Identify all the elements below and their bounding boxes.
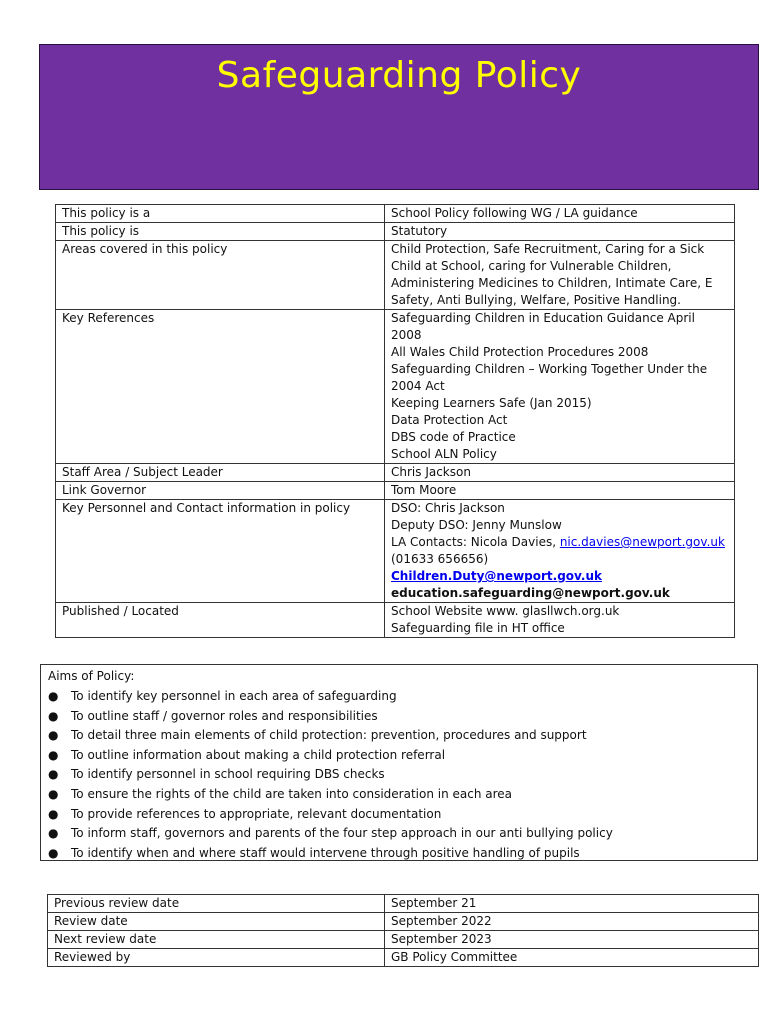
list-item — [41, 707, 613, 727]
row-label: Key References — [56, 310, 385, 464]
row-label: Link Governor — [56, 482, 385, 500]
table-row — [56, 205, 735, 223]
bullet-icon: ● — [48, 728, 59, 743]
row-value — [385, 603, 735, 638]
reference-item: Keeping Learners Safe (Jan 2015) — [391, 396, 592, 410]
la-contact-label: LA Contacts: Nicola Davies, — [391, 535, 560, 549]
row-label: Previous review date — [48, 895, 385, 913]
row-value-line: School Website www. glasllwch.org.uk — [391, 604, 620, 618]
aim-text: To outline staff / governor roles and responsibilities — [71, 708, 378, 723]
aims-list — [41, 687, 613, 863]
row-label: This policy is — [56, 223, 385, 241]
row-value — [385, 241, 735, 310]
list-item — [41, 687, 613, 707]
reference-item: DBS code of Practice — [391, 430, 516, 444]
dso-contact: DSO: Chris Jackson — [391, 501, 505, 515]
bullet-icon: ● — [48, 689, 59, 703]
reference-item: All Wales Child Protection Procedures 2008 — [391, 345, 649, 359]
row-label: This policy is a — [56, 205, 385, 223]
reference-item: Safeguarding Children – Working Together Under the 2004 Act — [391, 362, 708, 393]
table-row — [48, 913, 759, 931]
safeguarding-email: education.safeguarding@newport.gov.uk — [391, 586, 670, 600]
row-value: September 21 — [385, 895, 759, 913]
policy-info-table — [55, 204, 735, 638]
row-label: Areas covered in this policy — [56, 241, 385, 310]
la-phone: (01633 656656) — [391, 552, 489, 566]
row-label: Published / Located — [56, 603, 385, 638]
table-row — [56, 223, 735, 241]
aim-text: To identify key personnel in each area of safeguarding — [71, 689, 397, 703]
row-label: Key Personnel and Contact information in policy — [56, 500, 385, 603]
row-value-line: Chris Jackson — [391, 465, 471, 479]
list-item — [41, 785, 613, 805]
row-value: September 2022 — [385, 913, 759, 931]
la-contact — [391, 534, 728, 551]
list-item — [41, 746, 613, 766]
reference-item: Data Protection Act — [391, 413, 508, 427]
row-label: Review date — [48, 913, 385, 931]
aim-text: To identify when and where staff would intervene through positive handling of pupils — [71, 845, 580, 860]
aim-text: To provide references to appropriate, relevant documentation — [71, 806, 442, 821]
bullet-icon: ● — [48, 826, 59, 841]
page-title: Safeguarding Policy — [216, 55, 582, 96]
reference-item: School ALN Policy — [391, 447, 497, 461]
row-value-line: Statutory — [391, 224, 448, 238]
areas-covered-text: Child Protection, Safe Recruitment, Caring for a Sick Child at School, caring for Vulnerable Children, Administering Medicines to Children, Intimate Care, E Safety, Anti Bullying, Welfare, Positive Handling. — [391, 242, 713, 307]
contacts-cell — [385, 500, 735, 603]
row-label: Next review date — [48, 931, 385, 949]
row-value-line: School Policy following WG / LA guidance — [391, 206, 638, 220]
aim-text: To identify personnel in school requiring DBS checks — [71, 767, 385, 782]
bullet-icon: ● — [48, 708, 59, 723]
table-row — [48, 931, 759, 949]
table-row — [48, 949, 759, 967]
review-dates-table — [47, 894, 759, 967]
aims-heading: Aims of Policy: — [48, 669, 135, 683]
list-item — [41, 844, 613, 864]
list-item — [41, 765, 613, 785]
row-value — [385, 482, 735, 500]
table-row — [56, 482, 735, 500]
list-item — [41, 824, 613, 844]
table-row — [56, 241, 735, 310]
aim-text: To inform staff, governors and parents of the four step approach in our anti bullying policy — [71, 826, 613, 841]
table-row — [56, 310, 735, 464]
row-value-line: Tom Moore — [391, 483, 457, 497]
row-value — [385, 205, 735, 223]
bullet-icon: ● — [48, 767, 59, 782]
row-value — [385, 310, 735, 464]
bullet-icon: ● — [48, 747, 59, 762]
table-row — [56, 464, 735, 482]
row-label: Reviewed by — [48, 949, 385, 967]
la-email-link[interactable]: nic.davies@newport.gov.uk — [559, 535, 725, 549]
row-value — [385, 223, 735, 241]
aim-text: To detail three main elements of child protection: prevention, procedures and support — [71, 728, 587, 743]
row-label: Staff Area / Subject Leader — [56, 464, 385, 482]
table-row — [48, 895, 759, 913]
list-item — [41, 726, 613, 746]
row-value: September 2023 — [385, 931, 759, 949]
row-value-line: Safeguarding file in HT office — [391, 621, 565, 635]
duty-email-link[interactable]: Children.Duty@newport.gov.uk — [391, 569, 602, 583]
bullet-icon: ● — [48, 786, 59, 801]
deputy-dso-contact: Deputy DSO: Jenny Munslow — [391, 518, 562, 532]
aims-of-policy-box — [40, 664, 758, 861]
row-value: GB Policy Committee — [385, 949, 759, 967]
table-row — [56, 603, 735, 638]
bullet-icon: ● — [48, 806, 59, 821]
table-row — [56, 500, 735, 603]
aim-text: To outline information about making a child protection referral — [71, 747, 446, 762]
row-value — [385, 464, 735, 482]
list-item — [41, 805, 613, 825]
bullet-icon: ● — [48, 845, 59, 860]
title-banner — [39, 44, 759, 190]
aim-text: To ensure the rights of the child are taken into consideration in each area — [71, 786, 513, 801]
reference-item: Safeguarding Children in Education Guidance April 2008 — [391, 311, 695, 342]
